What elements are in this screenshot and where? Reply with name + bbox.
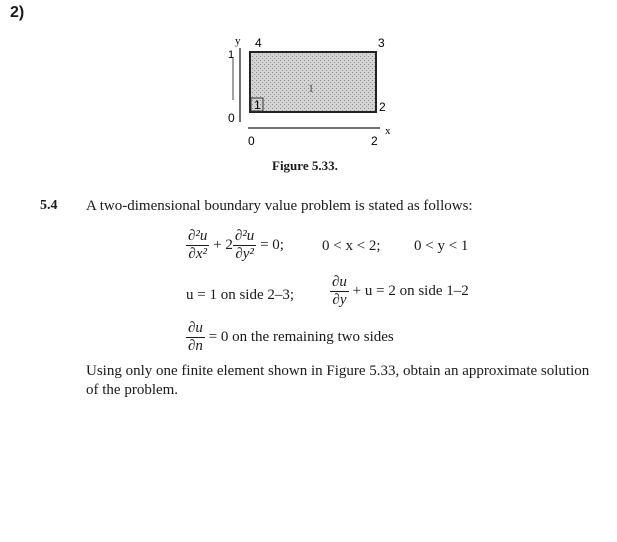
element-label: 1 bbox=[308, 81, 314, 95]
x-zero-tick: 0 bbox=[248, 134, 255, 148]
pde-equation bbox=[186, 228, 284, 263]
boundary-condition-1: u = 1 on side 2–3; bbox=[186, 287, 295, 303]
bc3-denominator: ∂n bbox=[188, 338, 203, 354]
bc3-numerator: ∂u bbox=[188, 320, 203, 336]
bc2-rest: + u = 2 on side 1–2 bbox=[352, 282, 469, 299]
pde-plus-two: + 2 bbox=[213, 236, 233, 253]
problem-number: 5.4 bbox=[40, 198, 58, 213]
figure-caption: Figure 5.33. bbox=[272, 158, 338, 173]
du-dy-fraction bbox=[330, 274, 349, 309]
y-range: 0 < y < 1 bbox=[414, 238, 469, 254]
pde-denominator-2: ∂y² bbox=[235, 246, 254, 262]
d2u-dx2-fraction bbox=[186, 228, 209, 263]
x-axis-label: x bbox=[385, 125, 391, 137]
y-zero-tick: 0 bbox=[228, 111, 235, 125]
corner-4-label: 4 bbox=[255, 36, 262, 50]
x-two-tick: 2 bbox=[371, 134, 378, 148]
x-range: 0 < x < 2; bbox=[322, 238, 381, 254]
corner-2-label: 2 bbox=[379, 100, 386, 114]
problem-instruction: Using only one finite element shown in Figure 5.33, obtain an approximate solution of the problem. bbox=[86, 363, 590, 398]
corner-1-label: 1 bbox=[254, 98, 261, 112]
bc3-rest: = 0 on the remaining two sides bbox=[208, 328, 394, 345]
corner-3-label: 3 bbox=[378, 36, 385, 50]
figure-5-33 bbox=[0, 0, 617, 180]
pde-denominator-1: ∂x² bbox=[188, 246, 207, 262]
pde-numerator-2: ∂²u bbox=[234, 228, 255, 244]
bc2-numerator: ∂u bbox=[332, 274, 347, 290]
bc2-denominator: ∂y bbox=[332, 292, 347, 308]
y-one-tick: 1 bbox=[228, 49, 235, 61]
pde-equals-zero: = 0; bbox=[260, 236, 284, 253]
du-dn-fraction bbox=[186, 320, 205, 355]
y-axis-label: y bbox=[235, 35, 241, 47]
boundary-condition-3 bbox=[186, 320, 394, 355]
pde-numerator-1: ∂²u bbox=[188, 228, 208, 244]
question-number: 2) bbox=[10, 4, 25, 21]
problem-statement: A two-dimensional boundary value problem is stated as follows: bbox=[86, 198, 473, 214]
boundary-condition-2 bbox=[330, 274, 469, 309]
d2u-dy2-fraction bbox=[233, 228, 256, 263]
